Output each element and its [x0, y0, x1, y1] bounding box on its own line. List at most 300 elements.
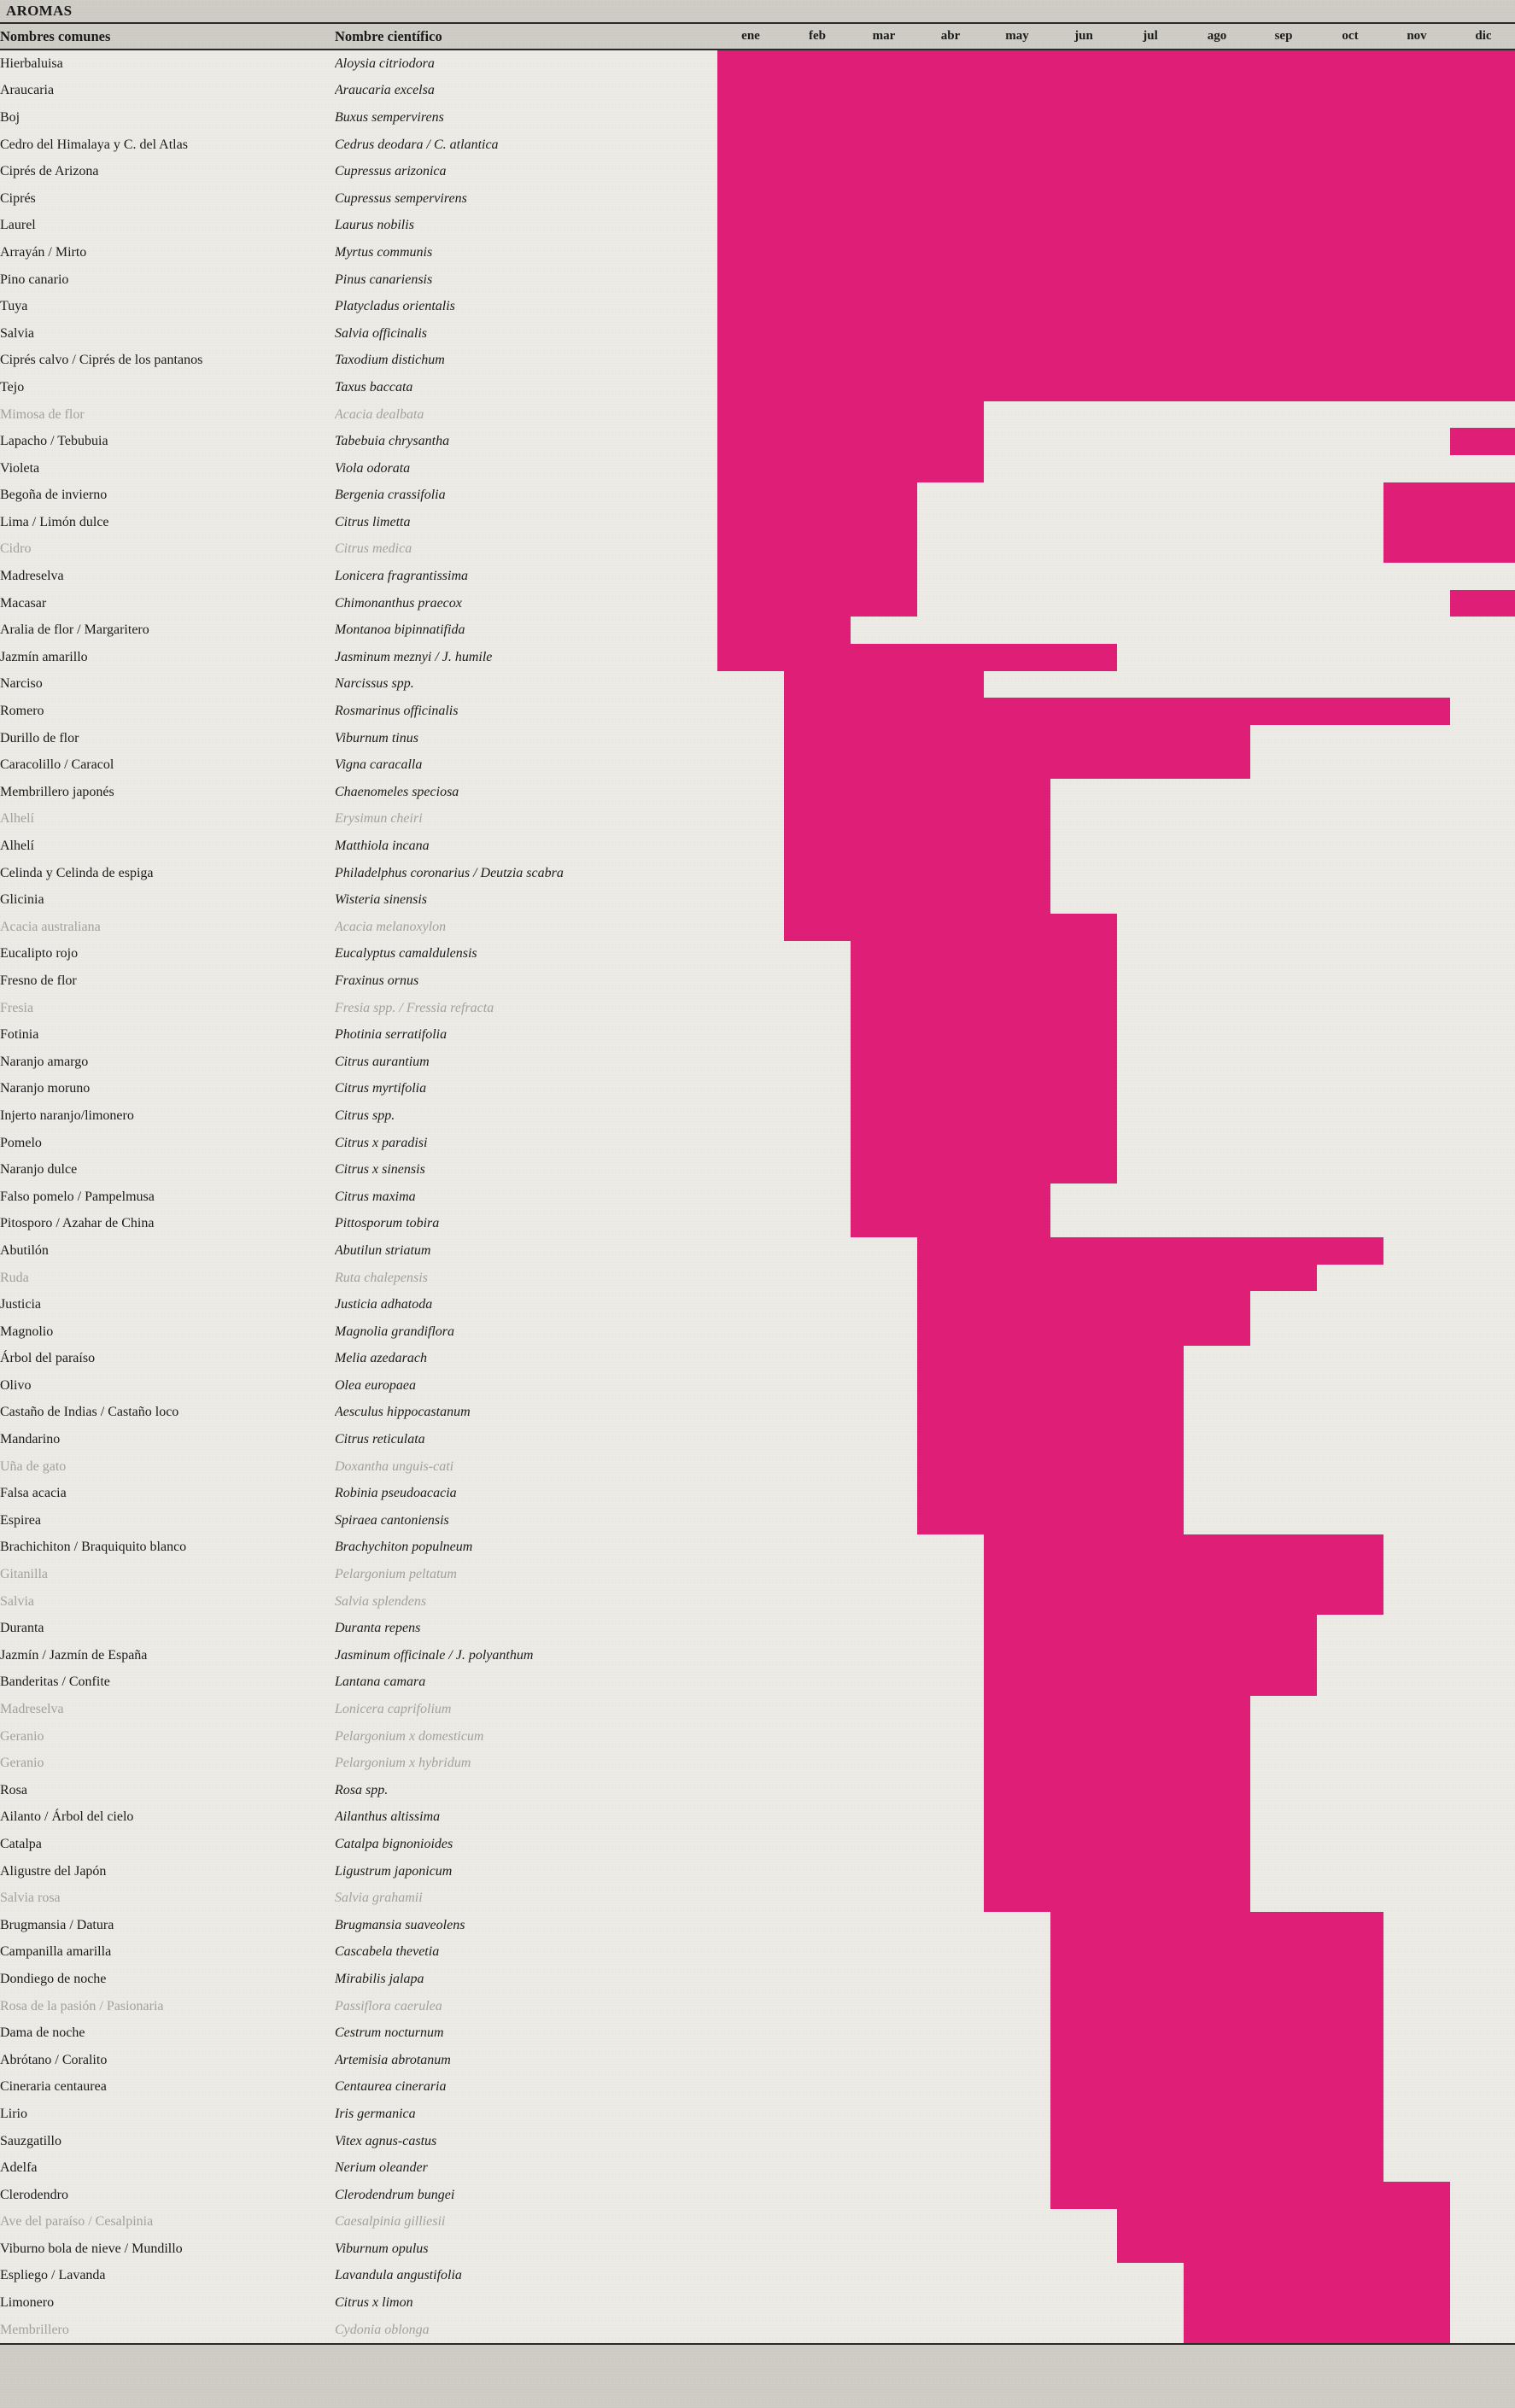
- cell-scientific-name: Jasminum officinale / J. polyanthum: [335, 1642, 717, 1669]
- bloom-cell-ago: [1184, 455, 1250, 482]
- bloom-cell-nov: [1383, 967, 1450, 995]
- cell-scientific-name: Chaenomeles speciosa: [335, 779, 717, 806]
- bloom-cell-mar: [851, 860, 917, 887]
- bloom-cell-dic: [1450, 213, 1515, 240]
- bloom-cell-dic: [1450, 2019, 1515, 2047]
- cell-scientific-name: Citrus limetta: [335, 509, 717, 536]
- bloom-cell-may: [984, 428, 1050, 455]
- bloom-cell-nov: [1383, 2019, 1450, 2047]
- bloom-cell-mar: [851, 1372, 917, 1400]
- bloom-cell-dic: [1450, 725, 1515, 752]
- cell-scientific-name: Matthiola incana: [335, 833, 717, 860]
- bloom-cell-mar: [851, 1696, 917, 1723]
- bloom-cell-sep: [1250, 1804, 1317, 1832]
- cell-common-name: Ciprés: [0, 185, 335, 213]
- bloom-cell-oct: [1317, 401, 1383, 429]
- table-row: [0, 725, 1515, 752]
- bloom-cell-mar: [851, 1237, 917, 1265]
- bloom-cell-dic: [1450, 1156, 1515, 1184]
- table-row: [0, 1291, 1515, 1318]
- bloom-cell-nov: [1383, 348, 1450, 375]
- bloom-cell-nov: [1383, 2263, 1450, 2290]
- cell-scientific-name: Artemisia abrotanum: [335, 2047, 717, 2074]
- bloom-cell-dic: [1450, 1076, 1515, 1103]
- bloom-cell-nov: [1383, 2289, 1450, 2317]
- cell-scientific-name: Rosmarinus officinalis: [335, 698, 717, 725]
- bloom-cell-oct: [1317, 1804, 1383, 1832]
- bloom-cell-may: [984, 1265, 1050, 1292]
- bloom-cell-feb: [784, 1021, 851, 1049]
- bloom-cell-mar: [851, 536, 917, 564]
- table-row: [0, 185, 1515, 213]
- bloom-cell-abr: [917, 1831, 984, 1858]
- bloom-cell-oct: [1317, 1912, 1383, 1939]
- cell-scientific-name: Lantana camara: [335, 1669, 717, 1697]
- bloom-cell-jun: [1050, 725, 1117, 752]
- bloom-cell-ago: [1184, 509, 1250, 536]
- cell-common-name: Arrayán / Mirto: [0, 239, 335, 266]
- bloom-cell-nov: [1383, 751, 1450, 779]
- bloom-cell-ago: [1184, 1480, 1250, 1507]
- bloom-cell-ago: [1184, 401, 1250, 429]
- column-header-month-nov: nov: [1383, 24, 1450, 50]
- cell-scientific-name: Iris germanica: [335, 2101, 717, 2128]
- bloom-cell-jul: [1117, 1130, 1184, 1157]
- cell-scientific-name: Rosa spp.: [335, 1777, 717, 1804]
- bloom-cell-sep: [1250, 779, 1317, 806]
- bloom-cell-nov: [1383, 671, 1450, 698]
- cell-scientific-name: Lonicera fragrantissima: [335, 563, 717, 590]
- bloom-cell-ago: [1184, 1723, 1250, 1750]
- bloom-cell-oct: [1317, 1966, 1383, 1993]
- bloom-cell-may: [984, 2128, 1050, 2155]
- bloom-cell-nov: [1383, 1804, 1450, 1832]
- table-row: [0, 239, 1515, 266]
- bloom-cell-ago: [1184, 536, 1250, 564]
- column-header-scientific-name: Nombre científico: [335, 24, 717, 50]
- bloom-cell-oct: [1317, 833, 1383, 860]
- cell-scientific-name: Citrus x sinensis: [335, 1156, 717, 1184]
- bloom-cell-ene: [717, 266, 784, 294]
- bloom-cell-abr: [917, 967, 984, 995]
- bloom-cell-feb: [784, 1696, 851, 1723]
- bloom-cell-jun: [1050, 1912, 1117, 1939]
- bloom-cell-mar: [851, 2128, 917, 2155]
- bloom-cell-nov: [1383, 2154, 1450, 2182]
- bloom-cell-dic: [1450, 104, 1515, 132]
- table-row: [0, 2154, 1515, 2182]
- bloom-cell-nov: [1383, 886, 1450, 914]
- bloom-cell-dic: [1450, 563, 1515, 590]
- bloom-cell-ago: [1184, 1211, 1250, 1238]
- bloom-cell-mar: [851, 1453, 917, 1481]
- bloom-cell-sep: [1250, 1265, 1317, 1292]
- bloom-cell-jun: [1050, 348, 1117, 375]
- bloom-cell-abr: [917, 1211, 984, 1238]
- cell-common-name: Mandarino: [0, 1426, 335, 1453]
- bloom-cell-ene: [717, 1318, 784, 1346]
- bloom-cell-jul: [1117, 2047, 1184, 2074]
- bloom-cell-abr: [917, 1588, 984, 1616]
- cell-scientific-name: Magnolia grandiflora: [335, 1318, 717, 1346]
- table-row: [0, 886, 1515, 914]
- bloom-cell-may: [984, 482, 1050, 510]
- cell-scientific-name: Fresia spp. / Fressia refracta: [335, 995, 717, 1022]
- bloom-cell-jul: [1117, 2263, 1184, 2290]
- bloom-cell-nov: [1383, 536, 1450, 564]
- bloom-cell-feb: [784, 1102, 851, 1130]
- bloom-cell-oct: [1317, 428, 1383, 455]
- bloom-cell-ago: [1184, 1669, 1250, 1697]
- bloom-cell-nov: [1383, 914, 1450, 941]
- bloom-cell-oct: [1317, 1102, 1383, 1130]
- bloom-cell-mar: [851, 1156, 917, 1184]
- bloom-cell-nov: [1383, 1049, 1450, 1076]
- cell-scientific-name: Citrus medica: [335, 536, 717, 564]
- bloom-cell-ene: [717, 914, 784, 941]
- cell-common-name: Aralia de flor / Margaritero: [0, 617, 335, 644]
- cell-common-name: Cedro del Himalaya y C. del Atlas: [0, 132, 335, 159]
- cell-scientific-name: Philadelphus coronarius / Deutzia scabra: [335, 860, 717, 887]
- bloom-cell-ene: [717, 725, 784, 752]
- bloom-cell-abr: [917, 1804, 984, 1832]
- bloom-cell-may: [984, 1993, 1050, 2020]
- cell-common-name: Geranio: [0, 1750, 335, 1777]
- bloom-cell-jul: [1117, 1265, 1184, 1292]
- bloom-cell-mar: [851, 293, 917, 320]
- bloom-cell-may: [984, 2074, 1050, 2101]
- bloom-cell-abr: [917, 2236, 984, 2263]
- bloom-cell-abr: [917, 1049, 984, 1076]
- table-row: [0, 2047, 1515, 2074]
- table-row: [0, 1265, 1515, 1292]
- bloom-cell-ago: [1184, 132, 1250, 159]
- bloom-cell-sep: [1250, 806, 1317, 833]
- bloom-cell-mar: [851, 1184, 917, 1211]
- table-row: [0, 1156, 1515, 1184]
- table-row: [0, 1130, 1515, 1157]
- bloom-cell-nov: [1383, 1669, 1450, 1697]
- table-row: [0, 2317, 1515, 2344]
- bloom-cell-ene: [717, 1561, 784, 1588]
- bloom-cell-ago: [1184, 1696, 1250, 1723]
- bloom-cell-jul: [1117, 185, 1184, 213]
- bloom-cell-ago: [1184, 914, 1250, 941]
- table-row: [0, 590, 1515, 617]
- bloom-cell-mar: [851, 1777, 917, 1804]
- bloom-cell-sep: [1250, 967, 1317, 995]
- bloom-cell-ene: [717, 2101, 784, 2128]
- bloom-cell-oct: [1317, 1885, 1383, 1912]
- bloom-cell-oct: [1317, 1049, 1383, 1076]
- bloom-cell-sep: [1250, 671, 1317, 698]
- table-row: [0, 1453, 1515, 1481]
- bloom-cell-may: [984, 1777, 1050, 1804]
- bloom-cell-oct: [1317, 941, 1383, 968]
- table-row: [0, 1102, 1515, 1130]
- bloom-cell-dic: [1450, 1534, 1515, 1562]
- cell-common-name: Cineraria centaurea: [0, 2074, 335, 2101]
- column-header-month-dic: dic: [1450, 24, 1515, 50]
- bloom-cell-mar: [851, 1966, 917, 1993]
- bloom-cell-feb: [784, 2128, 851, 2155]
- bloom-cell-sep: [1250, 2209, 1317, 2236]
- bloom-cell-jul: [1117, 860, 1184, 887]
- bloom-cell-may: [984, 50, 1050, 78]
- bloom-cell-oct: [1317, 1184, 1383, 1211]
- cell-scientific-name: Viburnum opulus: [335, 2236, 717, 2263]
- bloom-cell-jul: [1117, 1750, 1184, 1777]
- bloom-cell-oct: [1317, 617, 1383, 644]
- bloom-cell-oct: [1317, 1480, 1383, 1507]
- bloom-cell-ago: [1184, 698, 1250, 725]
- bloom-cell-jun: [1050, 779, 1117, 806]
- bloom-cell-jun: [1050, 401, 1117, 429]
- bloom-cell-sep: [1250, 536, 1317, 564]
- bloom-cell-nov: [1383, 1750, 1450, 1777]
- bloom-cell-jul: [1117, 266, 1184, 294]
- bloom-cell-jul: [1117, 2019, 1184, 2047]
- cell-common-name: Naranjo amargo: [0, 1049, 335, 1076]
- bloom-cell-mar: [851, 1858, 917, 1885]
- bloom-cell-jun: [1050, 590, 1117, 617]
- cell-common-name: Brugmansia / Datura: [0, 1912, 335, 1939]
- bloom-cell-mar: [851, 78, 917, 105]
- cell-common-name: Boj: [0, 104, 335, 132]
- bloom-cell-sep: [1250, 104, 1317, 132]
- bloom-cell-ene: [717, 1615, 784, 1642]
- bloom-cell-oct: [1317, 509, 1383, 536]
- bloom-cell-mar: [851, 914, 917, 941]
- bloom-cell-oct: [1317, 725, 1383, 752]
- bloom-cell-jul: [1117, 2289, 1184, 2317]
- bloom-cell-ene: [717, 536, 784, 564]
- bloom-cell-abr: [917, 455, 984, 482]
- bloom-cell-ene: [717, 2047, 784, 2074]
- bloom-cell-mar: [851, 2182, 917, 2209]
- bloom-cell-sep: [1250, 1615, 1317, 1642]
- bloom-cell-mar: [851, 213, 917, 240]
- bloom-cell-nov: [1383, 1561, 1450, 1588]
- bloom-cell-may: [984, 1831, 1050, 1858]
- bloom-cell-sep: [1250, 1561, 1317, 1588]
- bloom-cell-ago: [1184, 374, 1250, 401]
- bloom-cell-dic: [1450, 482, 1515, 510]
- bloom-cell-ene: [717, 2209, 784, 2236]
- bloom-cell-dic: [1450, 2101, 1515, 2128]
- bloom-cell-abr: [917, 2154, 984, 2182]
- bloom-cell-oct: [1317, 293, 1383, 320]
- cell-common-name: Pino canario: [0, 266, 335, 294]
- bloom-cell-feb: [784, 1372, 851, 1400]
- bloom-cell-ene: [717, 1912, 784, 1939]
- bloom-cell-jun: [1050, 1966, 1117, 1993]
- bloom-cell-jun: [1050, 2263, 1117, 2290]
- bloom-cell-oct: [1317, 320, 1383, 348]
- bloom-cell-jul: [1117, 2209, 1184, 2236]
- bloom-cell-ene: [717, 104, 784, 132]
- bloom-cell-jun: [1050, 482, 1117, 510]
- bloom-cell-ago: [1184, 779, 1250, 806]
- cell-common-name: Begoña de invierno: [0, 482, 335, 510]
- bloom-cell-ago: [1184, 1156, 1250, 1184]
- bloom-cell-jul: [1117, 1156, 1184, 1184]
- bloom-cell-ene: [717, 806, 784, 833]
- bloom-cell-feb: [784, 1211, 851, 1238]
- bloom-cell-feb: [784, 1885, 851, 1912]
- bloom-cell-sep: [1250, 1723, 1317, 1750]
- bloom-cell-nov: [1383, 1966, 1450, 1993]
- bloom-cell-dic: [1450, 1237, 1515, 1265]
- bloom-cell-feb: [784, 1831, 851, 1858]
- bloom-cell-sep: [1250, 1372, 1317, 1400]
- bloom-cell-mar: [851, 320, 917, 348]
- bloom-cell-mar: [851, 1076, 917, 1103]
- bloom-cell-feb: [784, 1184, 851, 1211]
- bloom-cell-sep: [1250, 698, 1317, 725]
- bloom-cell-sep: [1250, 563, 1317, 590]
- bloom-cell-oct: [1317, 266, 1383, 294]
- bloom-cell-sep: [1250, 2101, 1317, 2128]
- bloom-cell-ene: [717, 1453, 784, 1481]
- bloom-cell-dic: [1450, 1480, 1515, 1507]
- bloom-cell-jun: [1050, 1346, 1117, 1373]
- bloom-cell-sep: [1250, 401, 1317, 429]
- bloom-cell-oct: [1317, 1346, 1383, 1373]
- bloom-cell-nov: [1383, 1480, 1450, 1507]
- bloom-cell-feb: [784, 2154, 851, 2182]
- bloom-cell-ene: [717, 1291, 784, 1318]
- bloom-cell-dic: [1450, 1507, 1515, 1534]
- table-row: [0, 320, 1515, 348]
- bloom-cell-dic: [1450, 2263, 1515, 2290]
- bloom-cell-oct: [1317, 2182, 1383, 2209]
- cell-scientific-name: Citrus aurantium: [335, 1049, 717, 1076]
- bloom-cell-dic: [1450, 1021, 1515, 1049]
- bloom-cell-abr: [917, 132, 984, 159]
- bloom-cell-jun: [1050, 374, 1117, 401]
- table-row: [0, 536, 1515, 564]
- bloom-cell-jun: [1050, 1130, 1117, 1157]
- bloom-cell-may: [984, 2101, 1050, 2128]
- bloom-cell-oct: [1317, 78, 1383, 105]
- bloom-cell-ago: [1184, 320, 1250, 348]
- bloom-cell-jul: [1117, 1561, 1184, 1588]
- bloom-cell-oct: [1317, 698, 1383, 725]
- bloom-cell-jun: [1050, 50, 1117, 78]
- bloom-cell-abr: [917, 1858, 984, 1885]
- cell-scientific-name: Nerium oleander: [335, 2154, 717, 2182]
- bloom-cell-jun: [1050, 1291, 1117, 1318]
- bloom-cell-may: [984, 1939, 1050, 1967]
- bloom-cell-ago: [1184, 2236, 1250, 2263]
- bloom-cell-oct: [1317, 2019, 1383, 2047]
- bloom-cell-may: [984, 1885, 1050, 1912]
- bloom-cell-may: [984, 266, 1050, 294]
- bloom-cell-jun: [1050, 2182, 1117, 2209]
- table-row: [0, 374, 1515, 401]
- bloom-cell-may: [984, 1426, 1050, 1453]
- bloom-cell-oct: [1317, 1642, 1383, 1669]
- bloom-cell-nov: [1383, 1858, 1450, 1885]
- bloom-cell-feb: [784, 132, 851, 159]
- table-row: [0, 806, 1515, 833]
- bloom-cell-ago: [1184, 751, 1250, 779]
- bloom-cell-jun: [1050, 2209, 1117, 2236]
- bloom-cell-mar: [851, 2209, 917, 2236]
- bloom-cell-dic: [1450, 1723, 1515, 1750]
- table-row: [0, 2019, 1515, 2047]
- bloom-cell-jul: [1117, 1669, 1184, 1697]
- bloom-cell-feb: [784, 536, 851, 564]
- cell-scientific-name: Pinus canariensis: [335, 266, 717, 294]
- bloom-cell-ene: [717, 1696, 784, 1723]
- bloom-cell-feb: [784, 725, 851, 752]
- bloom-cell-may: [984, 1615, 1050, 1642]
- table-row: [0, 1534, 1515, 1562]
- cell-scientific-name: Salvia officinalis: [335, 320, 717, 348]
- bloom-cell-abr: [917, 2047, 984, 2074]
- cell-common-name: Salvia rosa: [0, 1885, 335, 1912]
- bloom-cell-sep: [1250, 1076, 1317, 1103]
- bloom-cell-ene: [717, 1534, 784, 1562]
- bloom-cell-mar: [851, 1939, 917, 1967]
- table-row: [0, 1777, 1515, 1804]
- bloom-cell-abr: [917, 1669, 984, 1697]
- bloom-cell-dic: [1450, 1777, 1515, 1804]
- cell-scientific-name: Tabebuia chrysantha: [335, 428, 717, 455]
- table-header-row: [0, 24, 1515, 50]
- cell-common-name: Lirio: [0, 2101, 335, 2128]
- bloom-cell-sep: [1250, 751, 1317, 779]
- cell-scientific-name: Jasminum meznyi / J. humile: [335, 644, 717, 671]
- bloom-cell-ago: [1184, 563, 1250, 590]
- bloom-cell-jul: [1117, 1966, 1184, 1993]
- bloom-cell-sep: [1250, 50, 1317, 78]
- bloom-cell-ago: [1184, 78, 1250, 105]
- bloom-cell-nov: [1383, 1076, 1450, 1103]
- bloom-cell-feb: [784, 2182, 851, 2209]
- cell-scientific-name: Duranta repens: [335, 1615, 717, 1642]
- bloom-cell-may: [984, 725, 1050, 752]
- bloom-cell-feb: [784, 751, 851, 779]
- bloom-cell-jun: [1050, 1750, 1117, 1777]
- table-row: [0, 779, 1515, 806]
- cell-scientific-name: Viola odorata: [335, 455, 717, 482]
- bloom-cell-dic: [1450, 1858, 1515, 1885]
- bloom-cell-jun: [1050, 1804, 1117, 1832]
- bloom-cell-ago: [1184, 1265, 1250, 1292]
- table-row: [0, 213, 1515, 240]
- cell-common-name: Eucalipto rojo: [0, 941, 335, 968]
- bloom-cell-mar: [851, 1615, 917, 1642]
- bloom-cell-may: [984, 213, 1050, 240]
- bloom-cell-dic: [1450, 779, 1515, 806]
- bloom-cell-jul: [1117, 2317, 1184, 2344]
- bloom-cell-sep: [1250, 833, 1317, 860]
- bloom-cell-may: [984, 644, 1050, 671]
- cell-scientific-name: Chimonanthus praecox: [335, 590, 717, 617]
- cell-common-name: Membrillero japonés: [0, 779, 335, 806]
- bloom-cell-oct: [1317, 1426, 1383, 1453]
- bloom-cell-abr: [917, 320, 984, 348]
- bloom-cell-nov: [1383, 1211, 1450, 1238]
- bloom-cell-oct: [1317, 1237, 1383, 1265]
- bloom-cell-feb: [784, 78, 851, 105]
- bloom-cell-sep: [1250, 132, 1317, 159]
- bloom-cell-abr: [917, 563, 984, 590]
- bloom-cell-ago: [1184, 348, 1250, 375]
